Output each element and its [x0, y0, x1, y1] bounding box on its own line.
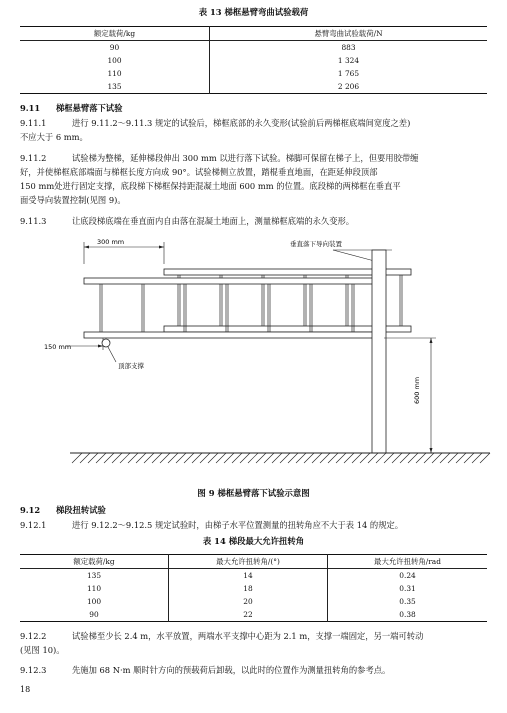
table-cell: 22 — [169, 608, 328, 622]
table-cell: 18 — [169, 582, 328, 595]
table13-header: 额定载荷/kg — [20, 27, 210, 41]
table-cell: 0.24 — [328, 569, 488, 583]
table-cell: 90 — [89, 610, 99, 619]
table-row — [20, 41, 487, 55]
table-cell: 14 — [169, 569, 328, 583]
table13-header: 悬臂弯曲试验载荷/N — [210, 27, 488, 41]
table-cell: 110 — [86, 584, 102, 593]
table-cell: 0.35 — [328, 595, 488, 608]
table-cell: 100 — [86, 597, 102, 606]
paragraph-9-11-3: 9.11.3 让底段梯底端在垂直面内自由落在混凝土地面上，测量梯框底端的永久变形。 — [20, 216, 355, 226]
table13-caption: 表 13 梯框悬臂弯曲试验载荷 — [198, 7, 309, 17]
table14-caption: 表 14 梯段最大允许扭转角 — [202, 536, 305, 546]
table14 — [20, 554, 487, 622]
label-guide: 垂直落下导向装置 — [290, 240, 342, 248]
table-row — [20, 608, 487, 622]
paragraph-9-12-1: 9.12.1 进行 9.12.2～9.12.5 规定试验时，由梯子水平位置测量的扭转角应不大于表 14 的规定。 — [20, 520, 404, 530]
page-number: 18 — [20, 685, 31, 694]
paragraph-9-11-1: 9.11.1 进行 9.11.2～9.11.3 规定的试验后，梯框底部的永久变形(试验前后两梯框底端间宽度之差) 不应大于 6 mm。 — [20, 118, 411, 142]
table-cell: 20 — [169, 595, 328, 608]
table-row — [20, 582, 487, 595]
table-cell: 110 — [107, 69, 122, 78]
top-support-circle — [102, 339, 110, 347]
label-300mm: 300 mm — [97, 238, 125, 246]
label-top-support: 顶部支撑 — [118, 362, 144, 370]
section-9-11-heading: 9.11 梯框悬臂落下试验 — [20, 103, 123, 113]
ground-hatching — [72, 453, 490, 463]
table-cell: 883 — [210, 41, 488, 55]
paragraph-9-12-3: 9.12.3 先施加 68 N·m 顺时针方向的预载荷后卸载，以此时的位置作为测量扭转角的参考点。 — [20, 665, 391, 675]
table-cell: 1 324 — [210, 54, 488, 67]
table-cell: 100 — [107, 56, 122, 65]
figure9-diagram — [0, 228, 507, 483]
table-cell: 1 765 — [210, 67, 488, 80]
label-150mm: 150 mm — [44, 343, 72, 351]
table-row — [20, 80, 487, 94]
table-cell: 2 206 — [210, 80, 488, 94]
table-cell: 135 — [86, 571, 102, 580]
figure9-caption: 图 9 梯框悬臂落下试验示意图 — [197, 488, 310, 498]
table-row — [20, 595, 487, 608]
table-row — [20, 569, 487, 583]
table-cell: 90 — [109, 43, 120, 52]
table-cell: 135 — [107, 82, 122, 91]
table-row — [20, 54, 487, 67]
guide-post — [372, 250, 386, 453]
paragraph-9-12-2: 9.12.2 试验梯至少长 2.4 m，水平放置，两端水平支撑中心距为 2.1 m，支撑一端固定，另一端可转动 (见图 10)。 — [20, 631, 424, 655]
paragraph-9-11-2: 9.11.2 试验梯为整梯，延伸梯段伸出 300 mm 以进行落下试验。梯脚可保留在梯子上，但要用胶带缠 好，并使梯框底部端面与梯框长度方向成 90°。试验梯侧立放置，踏棍垂直地面，在距延伸段顶部 150 mm处进行固定支撑，底段梯下梯框保持距混凝土地面 600 mm 的位置。底段梯的两梯框在垂直平 面受导向装置控制(见图 9)。 — [20, 153, 419, 205]
table14-header: 最大允许扭转角/(°) — [169, 555, 328, 569]
table13 — [20, 26, 487, 94]
table-cell: 0.38 — [328, 608, 488, 622]
table14-header: 最大允许扭转角/rad — [328, 555, 488, 569]
label-600mm: 600 mm — [413, 376, 421, 404]
section-9-12-heading: 9.12 梯段扭转试验 — [20, 505, 106, 515]
table-row — [20, 67, 487, 80]
table-cell: 0.31 — [328, 582, 488, 595]
table14-header: 额定载荷/kg — [20, 555, 169, 569]
